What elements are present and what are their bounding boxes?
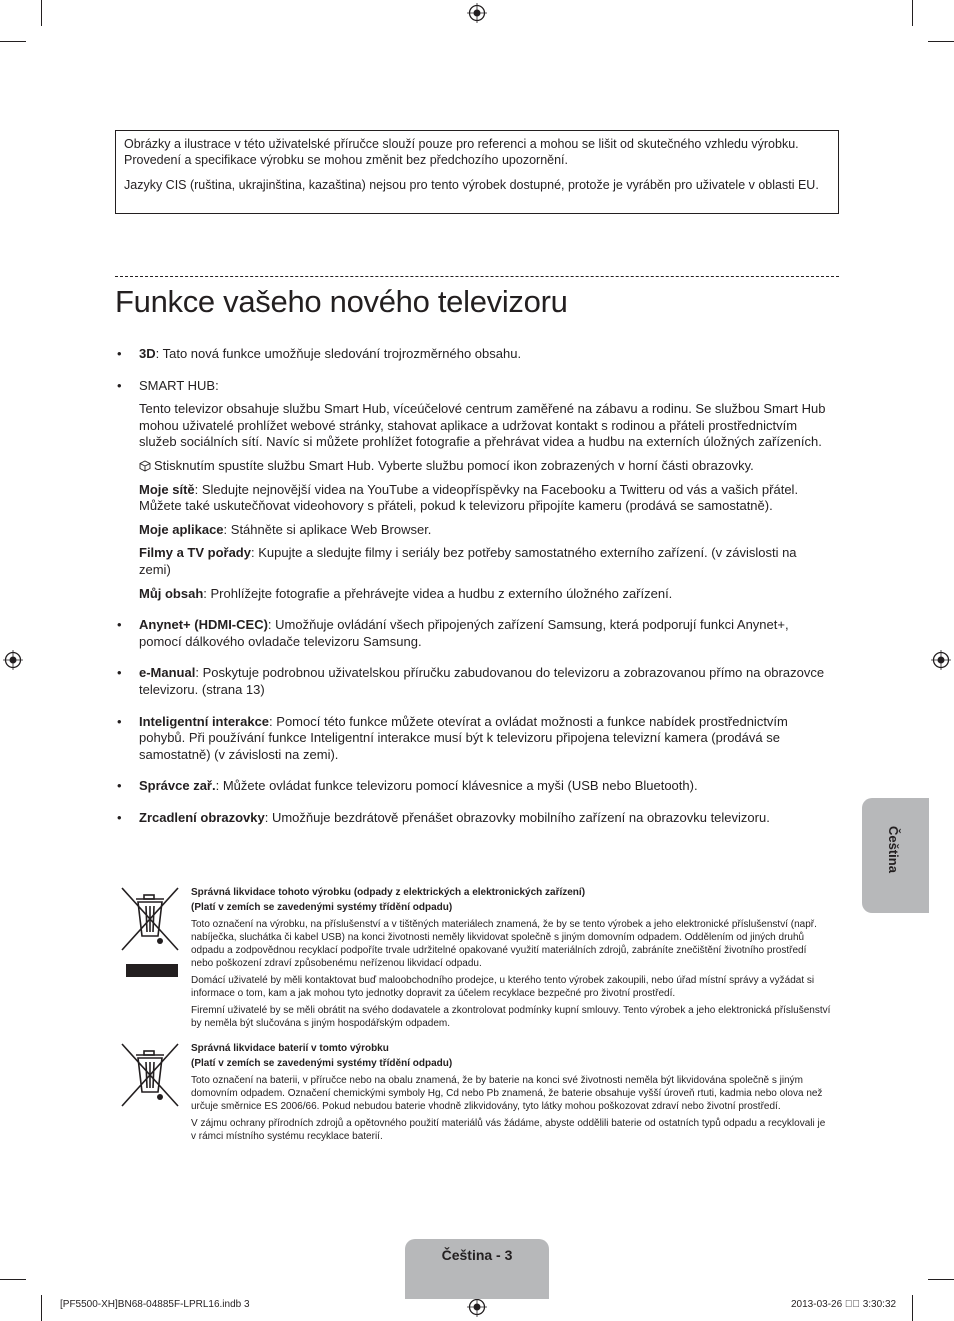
crop-mark: [41, 1295, 42, 1321]
feature-term: Inteligentní interakce: [139, 713, 270, 729]
disposal-text: Toto označení na výrobku, na příslušenství a v tištěných materiálech znamená, že by se tento výrobek a jeho elektronické příslušenství (např. nabíječka, sluchátka či kabel USB) na konci životnosti neměly likvidovat společně s jiným domovním odpadem. Oddělením od jiných druhů odpadu a zodpovědnou recyklací podpoříte trvale udržitelné opakované využití materiálních zdrojů, zabráníte znečištění životního prostředí nebo poškození zdraví způsobenému neřízenou likvidací odpadu.: [191, 919, 817, 969]
feature-text: Tento televizor obsahuje službu Smart Hub, víceúčelové centrum zaměřené na zábavu a rodinu. Se službou Smart Hub mohou uživatelé prohlížet webové stránky, stahovat aplikace a udržovat kontakt s rodinou a přáteli prostřednictvím služeb sociálních sítí. Navíc si můžete prohlížet fotografie a přehrávat videa a hudbu na externích úložných zařízeních.: [139, 401, 826, 450]
feature-text: : Poskytuje podrobnou uživatelskou příručku zabudovanou do televizoru a zobrazovanou přímo na obrazovce televizoru. (strana 13): [139, 665, 825, 697]
crop-mark: [928, 41, 954, 42]
feature-term: Správce zař.: [139, 778, 216, 794]
crossed-battery-bin-icon: [120, 1042, 184, 1108]
crop-mark: [928, 1279, 954, 1280]
hub-service-apps: Moje aplikace: Stáhněte si aplikace Web Browser.: [139, 521, 432, 537]
feature-item-smart-interaction: [115, 714, 830, 764]
feature-text: : Pomocí této funkce můžete otevírat a ovládat možnosti a funkce nabídek prostřednictvím pohybů. Při používání funkce Inteligentní interakce musí být k televizoru připojena televizní kamera (prodává se samostatně) (v závislosti na zemi).: [139, 713, 788, 762]
disposal-notice-product: [191, 886, 831, 1030]
registration-mark-icon: [3, 650, 23, 670]
bin-underline-bar: [126, 964, 178, 977]
crossed-bin-icon: [120, 886, 184, 952]
feature-item-screen-mirroring: [115, 810, 830, 827]
crop-mark: [912, 1295, 913, 1321]
feature-term: Zrcadlení obrazovky: [139, 809, 265, 825]
hub-service-movies: Filmy a TV pořady: Kupujte a sledujte filmy i seriály bez potřeby samostatného externího zařízení. (v závislosti na zemi): [139, 545, 797, 577]
crop-mark: [41, 0, 42, 26]
feature-term: 3D: [139, 346, 156, 361]
disposal-text: Toto označení na baterii, v příručce nebo na obalu znamená, že by baterie na konci své životnosti neměla být likvidována společně s jiným domovním odpadem. Označení chemickými symboly Hg, Cd nebo Pb znamená, že baterie obsahuje vyšší úroveň rtuti, kadmia nebo olova než určuje směrnice ES 2006/66. Pokud nebudou baterie vhodně zlikvidovány, tyto látky mohou poškozovat zdraví nebo životní prostředí.: [191, 1075, 823, 1112]
bullet: •: [117, 665, 122, 681]
hub-instruction: Stisknutím spustíte službu Smart Hub. Vyberte službu pomocí ikon zobrazených v horní části obrazovky.: [139, 458, 830, 475]
registration-mark-icon: [931, 650, 951, 670]
page-number: Čeština - 3: [441, 1247, 513, 1263]
disposal-subtitle: (Platí v zemích se zavedenými systémy třídění odpadu): [191, 902, 453, 913]
feature-term: e-Manual: [139, 665, 196, 681]
disposal-notice-battery: [191, 1042, 831, 1143]
disposal-text: V zájmu ochrany přírodních zdrojů a opětovného použití materiálů vás žádáme, abyste oddělili baterie od ostatních typů odpadu a recyklovali je v rámci místního systému recyklace baterií.: [191, 1118, 826, 1142]
feature-list: [115, 346, 830, 841]
crop-mark: [912, 0, 913, 26]
disposal-title: Správná likvidace baterií v tomto výrobku: [191, 1043, 389, 1054]
disposal-text: Firemní uživatelé by se měli obrátit na svého dodavatele a zkontrolovat podmínky kupní smlouvy. Tento výrobek a jeho elektronická příslušenství by neměla být slučována s jiným hospodářským odpadem.: [191, 1005, 831, 1029]
page-title: Funkce vašeho nového televizoru: [115, 284, 568, 319]
disclaimer-text: Obrázky a ilustrace v této uživatelské příručce slouží pouze pro referenci a mohou se lišit od skutečného vzhledu výrobku. Provedení a specifikace výrobku se mohou změnit bez předchozího upozornění.: [124, 137, 799, 167]
registration-mark-icon: [467, 1297, 487, 1317]
bullet: •: [117, 778, 122, 794]
feature-item-device-manager: [115, 778, 830, 795]
bullet: •: [117, 617, 122, 633]
imprint-date: 2013-03-26 ￿￿ 3:30:32: [791, 1299, 897, 1310]
disposal-text: Domácí uživatelé by měli kontaktovat buď maloobchodního prodejce, u kterého tento výrobek zakoupili, nebo úřad místní správy a vyžádat si informace o tom, kam a jak mohou tyto jednotky dopravit za účelem recyklace bezpečné pro životní prostředí.: [191, 975, 815, 999]
disclaimer-text: Jazyky CIS (ruština, ukrajinština, kazaština) nejsou pro tento výrobek dostupné, protože je vyráběn pro uživatele v oblasti EU.: [124, 178, 819, 192]
feature-item-3d: [115, 346, 830, 363]
bullet: •: [117, 377, 122, 393]
feature-text: : Umožňuje bezdrátově přenášet obrazovky mobilního zařízení na obrazovku televizoru.: [264, 809, 770, 825]
smart-hub-icon: [139, 460, 151, 472]
crop-mark: [0, 41, 26, 42]
feature-item-smart-hub: • SMART HUB: Tento televizor obsahuje službu Smart Hub, víceúčelové centrum zaměřené na zábavu a rodinu. Se službou Smart Hub mohou uživatelé prohlížet webové stránky, stahovat aplikace a udržovat kontakt s rodinou a přáteli prostřednictvím služeb sociálních sítí. Navíc si můžete prohlížet fotografie a přehrávat videa a hudbu na externích úložných zařízeních. Stisknutím spustíte službu Smart Hub. Vyberte službu pomocí ikon zobrazených v horní části obrazovky. Moje sítě: Sledujte nejnovější videa na YouTube a videopříspěvky na Facebooku a Twitteru od vás a vašich přátel. Můžete také uskutečňovat videohovory s přáteli, pokud k televizoru připojíte kameru (prodává se samostatně). Moje aplikace: Stáhněte si aplikace Web Browser. Filmy a TV pořady: Kupujte a sledujte filmy i seriály bez potřeby samostatného externího zařízení. (v závislosti na zemi) Můj obsah: Prohlížejte fotografie a přehrávejte videa a hudbu z externího úložného zařízení.: [115, 378, 830, 603]
hub-service-content: Můj obsah: Prohlížejte fotografie a přehrávejte videa a hudbu z externího úložného zařízení.: [139, 585, 673, 601]
bullet: •: [117, 346, 122, 361]
feature-item-anynet: [115, 617, 830, 650]
page-number-tab: [405, 1239, 549, 1299]
disposal-subtitle: (Platí v zemích se zavedenými systémy třídění odpadu): [191, 1058, 453, 1069]
imprint-file: [PF5500-XH]BN68-04885F-LPRL16.indb 3: [60, 1299, 250, 1310]
feature-text: : Tato nová funkce umožňuje sledování trojrozměrného obsahu.: [155, 346, 522, 361]
bullet: •: [117, 713, 122, 729]
feature-term: SMART HUB: [139, 377, 216, 393]
feature-text: : Umožňuje ovládání všech připojených zařízení Samsung, která podporují funkci Anynet+, pomocí dálkového ovladače televizoru Samsung.: [139, 617, 789, 649]
feature-item-emanual: [115, 665, 830, 698]
section-divider: [115, 276, 839, 277]
feature-term: Anynet+ (HDMI-CEC): [139, 617, 268, 633]
crop-mark: [0, 1279, 26, 1280]
disposal-title: Správná likvidace tohoto výrobku (odpady z elektrických a elektronických zařízení): [191, 887, 586, 898]
hub-service-social: Moje sítě: Sledujte nejnovější videa na YouTube a videopříspěvky na Facebooku a Twitteru od vás a vašich přátel. Můžete také uskutečňovat videohovory s přáteli, pokud k televizoru připojíte kameru (prodává se samostatně).: [139, 481, 799, 514]
language-side-tab: Čeština: [862, 798, 929, 913]
feature-text: : Můžete ovládat funkce televizoru pomocí klávesnice a myši (USB nebo Bluetooth).: [215, 778, 698, 794]
disclaimer-box: [115, 130, 839, 214]
bullet: •: [117, 809, 122, 825]
registration-mark-icon: [467, 3, 487, 23]
